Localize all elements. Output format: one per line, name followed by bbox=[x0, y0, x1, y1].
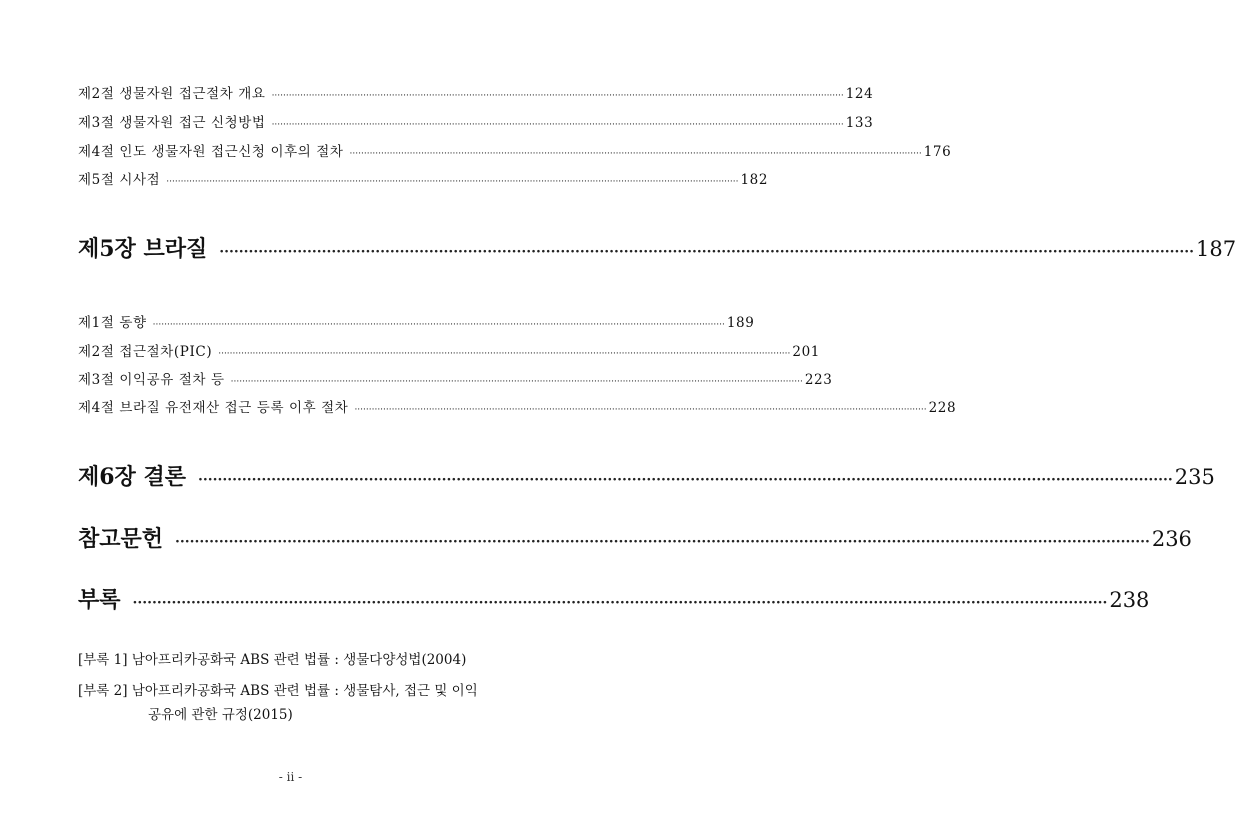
toc-appendix[interactable] bbox=[78, 583, 1150, 614]
dot-leader: ········································································································································································································ bbox=[271, 120, 844, 130]
dot-leader: ········································································································································································································ bbox=[166, 177, 739, 187]
toc-entry-label: 제1절 동향 bbox=[78, 315, 147, 331]
toc-chapter[interactable] bbox=[78, 460, 1215, 491]
toc-entry-label: 제3절 생물자원 접근 신청방법 bbox=[78, 115, 266, 131]
dot-leader: ········································································································································································································ bbox=[132, 595, 1108, 611]
toc-entry-label: 제4절 브라질 유전재산 접근 등록 이후 절차 bbox=[78, 400, 349, 416]
toc-entry-page: 223 bbox=[804, 372, 833, 388]
toc-entry-label: 제5절 시사점 bbox=[78, 172, 161, 188]
dot-leader: ········································································································································································································ bbox=[271, 91, 844, 101]
appendix-item-text: [부록 2] 남아프리카공화국 ABS 관련 법률 : 생물탐사, 접근 및 이익 bbox=[78, 683, 478, 699]
toc-chapter-label: 제5장 브라질 bbox=[78, 236, 208, 262]
toc-entry-page: 176 bbox=[923, 144, 952, 160]
toc-entry-page: 201 bbox=[792, 344, 820, 360]
toc-entry-label: 제3절 이익공유 절차 등 bbox=[78, 372, 225, 388]
toc-entry[interactable] bbox=[78, 396, 957, 416]
toc-chapter-page: 187 bbox=[1196, 237, 1236, 261]
toc-entry[interactable] bbox=[78, 340, 820, 360]
appendix-item[interactable] bbox=[78, 648, 513, 672]
toc-entry-label: 제4절 인도 생물자원 접근신청 이후의 절차 bbox=[78, 144, 344, 160]
toc-entry[interactable] bbox=[78, 140, 952, 160]
toc-chapter-label: 제6장 결론 bbox=[78, 464, 186, 490]
dot-leader: ········································································································································································································ bbox=[219, 244, 1195, 260]
dot-leader: ········································································································································································································ bbox=[218, 349, 791, 359]
page-number-footer: - ii - bbox=[278, 770, 303, 784]
toc-entry[interactable] bbox=[78, 82, 874, 102]
toc-references[interactable] bbox=[78, 522, 1192, 553]
toc-appendix-label: 부록 bbox=[78, 587, 121, 613]
toc-entry-label: 제2절 생물자원 접근절차 개요 bbox=[78, 86, 266, 102]
appendix-item-text-cont: 공유에 관한 규정(2015) bbox=[148, 707, 293, 723]
toc-entry[interactable] bbox=[78, 368, 833, 388]
appendix-item-text: [부록 1] 남아프리카공화국 ABS 관련 법률 : 생물다양성법(2004) bbox=[78, 652, 467, 668]
dot-leader: ········································································································································································································ bbox=[197, 472, 1173, 488]
toc-references-page: 236 bbox=[1151, 527, 1192, 551]
toc-entry[interactable] bbox=[78, 168, 769, 188]
dot-leader: ········································································································································································································ bbox=[230, 377, 803, 387]
toc-entry-page: 182 bbox=[740, 172, 769, 188]
dot-leader: ········································································································································································································ bbox=[175, 534, 1150, 550]
toc-entry-page: 189 bbox=[726, 315, 755, 331]
toc-entry-page: 228 bbox=[928, 400, 957, 416]
toc-entry[interactable] bbox=[78, 111, 874, 131]
appendix-item[interactable] bbox=[78, 679, 513, 727]
toc-appendix-page: 238 bbox=[1109, 588, 1150, 612]
toc-references-label: 참고문헌 bbox=[78, 526, 164, 552]
toc-chapter[interactable] bbox=[78, 232, 1236, 263]
toc-entry-page: 133 bbox=[845, 115, 874, 131]
toc-entry[interactable] bbox=[78, 311, 755, 331]
dot-leader: ········································································································································································································ bbox=[152, 320, 725, 330]
dot-leader: ········································································································································································································ bbox=[349, 149, 922, 159]
toc-chapter-page: 235 bbox=[1174, 465, 1215, 489]
dot-leader: ········································································································································································································ bbox=[354, 405, 927, 415]
toc-entry-label: 제2절 접근절차(PIC) bbox=[78, 344, 213, 360]
toc-entry-page: 124 bbox=[845, 86, 874, 102]
